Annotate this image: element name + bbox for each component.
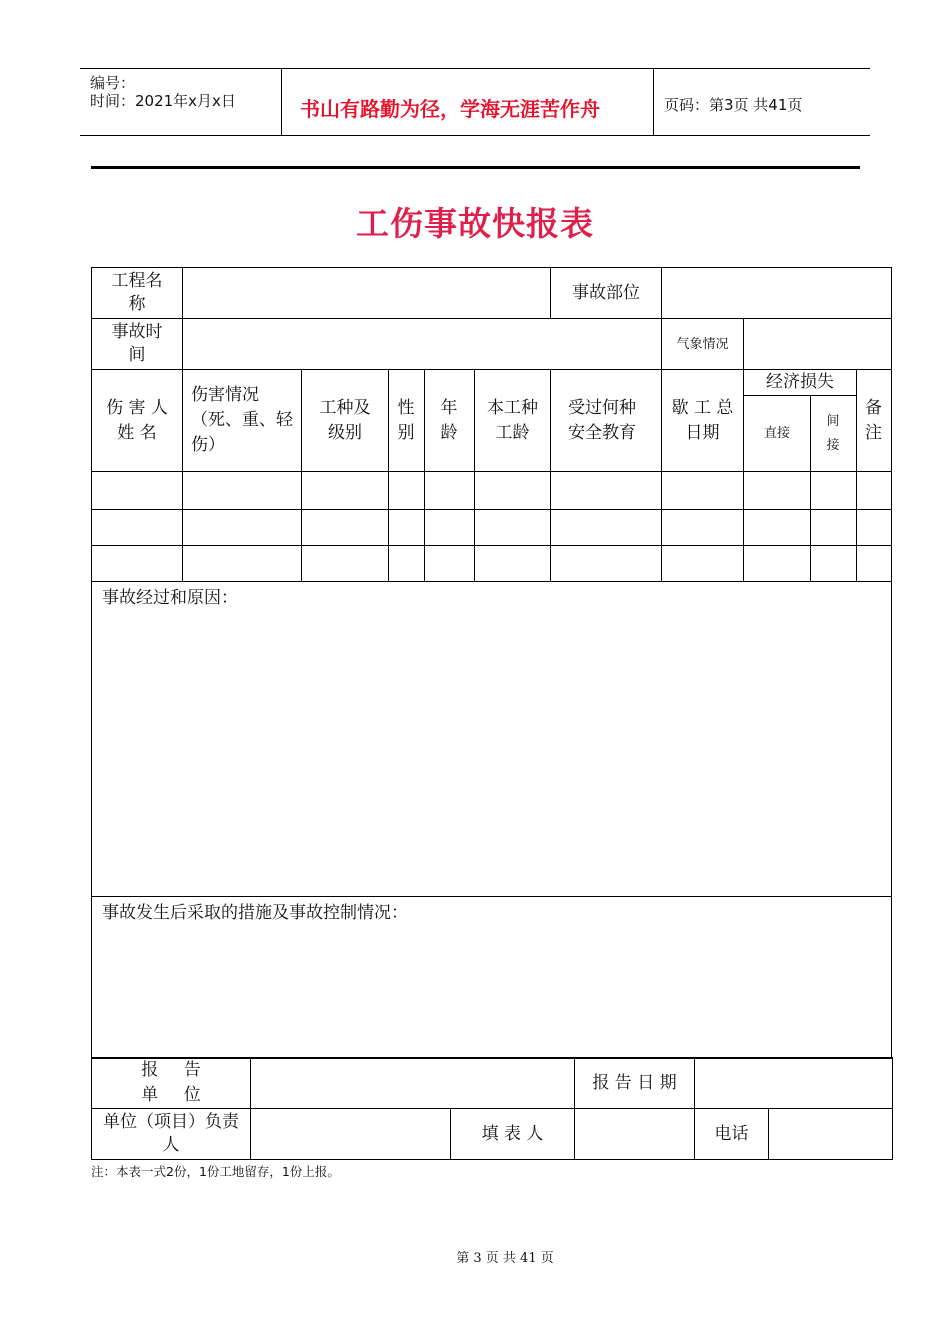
table-cell[interactable] [302,546,389,582]
weather-label: 气象情况 [662,319,744,370]
phone-field[interactable] [769,1109,893,1160]
measures-label: 事故发生后采取的措施及事故控制情况： [102,903,408,923]
unit-leader-field[interactable] [251,1109,451,1160]
injury-header: 伤害情况（死、重、轻伤） [183,370,302,472]
direct-loss-header: 直接 [744,396,811,472]
document-time-label: 时间：2021年x月x日 [90,92,236,110]
table-row [92,510,892,546]
job-level-header: 工种及级别 [302,370,389,472]
table-cell[interactable] [551,510,662,546]
table-cell[interactable] [183,472,302,510]
header-motto: 书山有路勤为径，学海无涯苦作舟 [300,97,600,121]
job-years-header: 本工种工龄 [475,370,551,472]
project-name-field[interactable] [183,268,551,319]
report-unit-label: 报 告 单 位 [92,1058,251,1109]
page-info: 页码：第3页 共41页 [664,96,803,114]
table-cell[interactable] [662,472,744,510]
table-cell[interactable] [302,510,389,546]
table-cell[interactable] [475,472,551,510]
header-bottom-rule [80,135,870,136]
accident-process-label: 事故经过和原因： [102,588,238,608]
filler-field[interactable] [575,1109,695,1160]
header-top-rule [80,68,870,69]
table-cell[interactable] [811,472,857,510]
remarks-header: 备注 [857,370,892,472]
filler-label: 填 表 人 [451,1109,575,1160]
table-cell[interactable] [811,546,857,582]
table-cell[interactable] [857,510,892,546]
accident-time-field[interactable] [183,319,662,370]
report-signature-table [91,1057,893,1160]
table-cell[interactable] [811,510,857,546]
table-cell[interactable] [302,472,389,510]
days-off-header: 歇 工 总日期 [662,370,744,472]
table-cell[interactable] [662,510,744,546]
table-cell[interactable] [425,510,475,546]
table-cell[interactable] [744,546,811,582]
form-note: 注：本表一式2份，1份工地留存，1份上报。 [91,1164,340,1179]
measures-field[interactable] [92,897,892,1059]
report-unit-field[interactable] [251,1058,575,1109]
project-name-label: 工程名称 [92,268,183,319]
report-date-label: 报 告 日 期 [575,1058,695,1109]
table-cell[interactable] [551,546,662,582]
table-cell[interactable] [744,472,811,510]
age-header: 年龄 [425,370,475,472]
table-cell[interactable] [857,546,892,582]
header-divider-left [281,68,282,136]
table-row [92,472,892,510]
table-cell[interactable] [183,510,302,546]
document-number-label: 编号： [90,74,136,92]
table-cell[interactable] [92,472,183,510]
phone-label: 电话 [695,1109,769,1160]
economic-loss-header: 经济损失 [744,370,857,396]
report-date-field[interactable] [695,1058,893,1109]
education-header: 受过何种安全教育 [551,370,662,472]
table-cell[interactable] [425,546,475,582]
weather-field[interactable] [744,319,892,370]
accident-time-label: 事故时间 [92,319,183,370]
table-cell[interactable] [425,472,475,510]
table-cell[interactable] [389,546,425,582]
unit-leader-label: 单位（项目）负责人 [92,1109,251,1160]
table-cell[interactable] [857,472,892,510]
table-cell[interactable] [475,546,551,582]
gender-header: 性别 [389,370,425,472]
page-title: 工伤事故快报表 [356,204,594,243]
table-cell[interactable] [744,510,811,546]
table-cell[interactable] [389,510,425,546]
accident-report-form [91,267,892,1059]
table-row [92,546,892,582]
accident-location-label: 事故部位 [551,268,662,319]
table-cell[interactable] [551,472,662,510]
accident-location-field[interactable] [662,268,892,319]
accident-process-field[interactable] [92,582,892,897]
table-cell[interactable] [475,510,551,546]
header-thick-rule [91,166,860,169]
table-cell[interactable] [183,546,302,582]
page-footer: 第 3 页 共 41 页 [456,1251,554,1266]
table-cell[interactable] [92,546,183,582]
table-cell[interactable] [662,546,744,582]
victim-name-header: 伤 害 人 姓 名 [92,370,183,472]
header-divider-right [653,68,654,136]
table-cell[interactable] [92,510,183,546]
table-cell[interactable] [389,472,425,510]
indirect-loss-header: 间接 [811,396,857,472]
